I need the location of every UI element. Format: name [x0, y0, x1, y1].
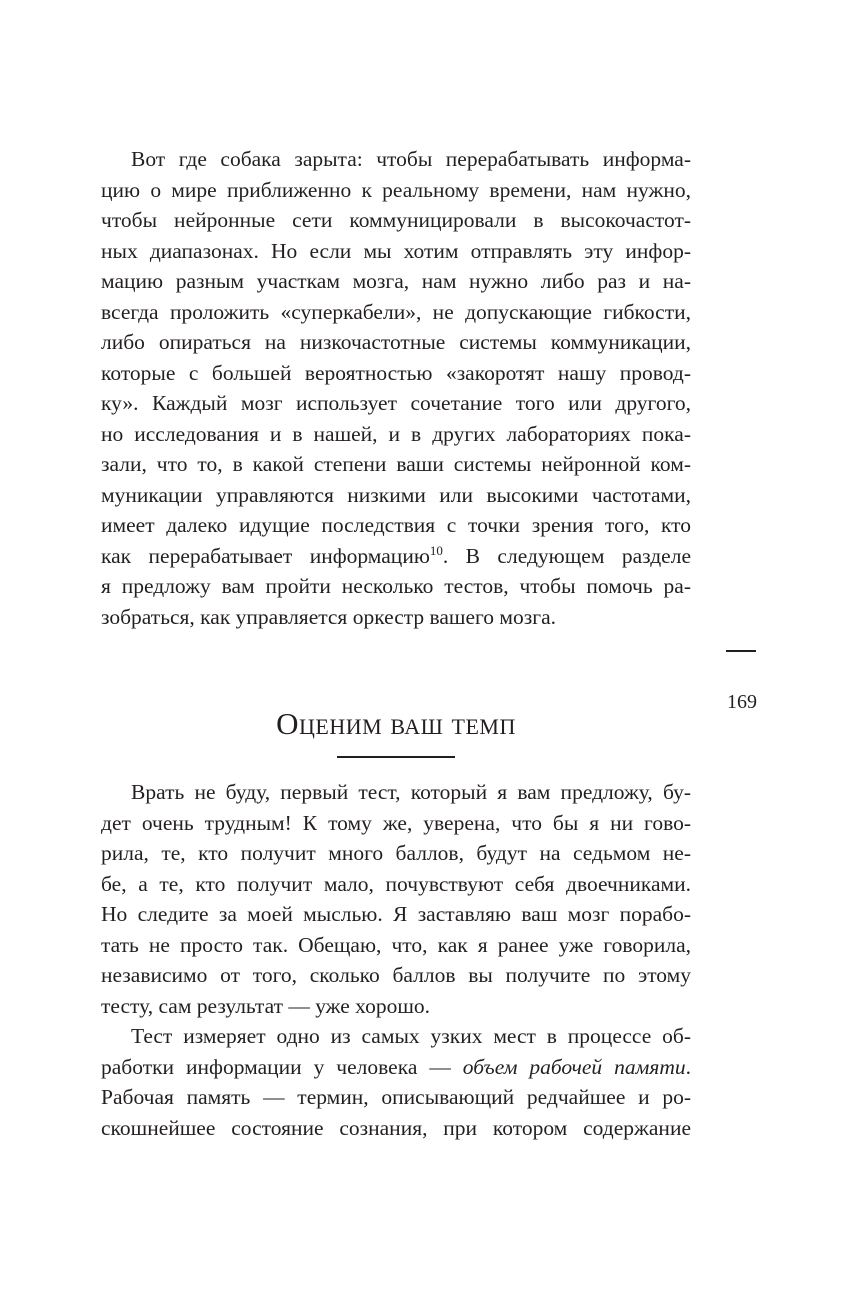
text-line: ку». Каждый мозг использует сочетание того или другого,	[101, 391, 691, 415]
text-line: чтобы нейронные сети коммуницировали в высокочастот-	[101, 208, 691, 232]
text-line-with-italic	[101, 1052, 691, 1083]
text-fragment: . В следующем разделе	[442, 543, 691, 568]
margin-rule	[726, 650, 756, 652]
text-line: дет очень трудным! К тому же, уверена, что бы я ни гово-	[101, 810, 691, 835]
footnote-reference[interactable]: 10	[429, 542, 443, 558]
heading-underline	[337, 756, 455, 758]
text-line: Вот где собака зарыта: чтобы перерабатывать информа-	[131, 147, 691, 171]
text-line: всегда проложить «суперкабели», не допускающие гибкости,	[101, 299, 691, 324]
text-line: Рабочая память — термин, описывающий редчайшее и ро-	[101, 1085, 691, 1109]
paragraph-intro	[101, 144, 691, 632]
text-fragment: .	[685, 1054, 691, 1079]
text-line: цию о мире приближенно к реальному времени, нам нужно,	[101, 177, 691, 202]
text-line: Но следите за моей мыслью. Я заставляю ваш мозг порабо-	[101, 902, 691, 926]
text-line: я предложу вам пройти несколько тестов, чтобы помочь ра-	[101, 574, 691, 598]
text-line: зали, что то, в какой степени ваши системы нейронной ком-	[101, 452, 691, 476]
paragraph-test-intro	[101, 777, 691, 1143]
text-line: которые с большей вероятностью «закоротят нашу провод-	[101, 360, 691, 385]
text-fragment: работки информации у человека —	[101, 1054, 463, 1079]
section-heading: Оценим ваш темп	[276, 706, 516, 741]
text-fragment: как перерабатывает информацию	[101, 543, 430, 568]
text-line: рила, те, кто получит много баллов, будут на седьмом не-	[101, 841, 691, 865]
text-line: ных диапазонах. Но если мы хотим отправлять эту инфор-	[101, 238, 691, 263]
text-line: бе, а те, кто получит мало, почувствуют себя двоечниками.	[101, 871, 691, 896]
text-line: тать не просто так. Обещаю, что, как я ранее уже говорила,	[101, 932, 691, 957]
text-line: но исследования и в нашей, и в других лабораториях пока-	[101, 421, 691, 446]
text-line: либо опираться на низкочастотные системы коммуникации,	[101, 330, 691, 354]
text-line: Врать не буду, первый тест, который я вам предложу, бу-	[131, 780, 691, 804]
text-line: Тест измеряет одно из самых узких мест в процессе об-	[131, 1024, 691, 1048]
text-line-with-footnote	[101, 541, 691, 572]
page-number: 169	[727, 691, 757, 713]
text-line: зобраться, как управляется оркестр вашего мозга.	[101, 604, 557, 629]
text-line: мацию разным участкам мозга, нам нужно либо раз и на-	[101, 269, 691, 293]
text-line: скошнейшее состояние сознания, при котором содержание	[101, 1115, 691, 1140]
italic-term: объем рабочей памяти	[462, 1054, 686, 1079]
text-line: муникации управляются низкими или высокими частотами,	[101, 482, 691, 507]
text-line: тесту, сам результат — уже хорошо.	[101, 993, 431, 1018]
text-line: независимо от того, сколько баллов вы получите по этому	[101, 963, 691, 987]
text-line: имеет далеко идущие последствия с точки зрения того, кто	[101, 513, 691, 537]
